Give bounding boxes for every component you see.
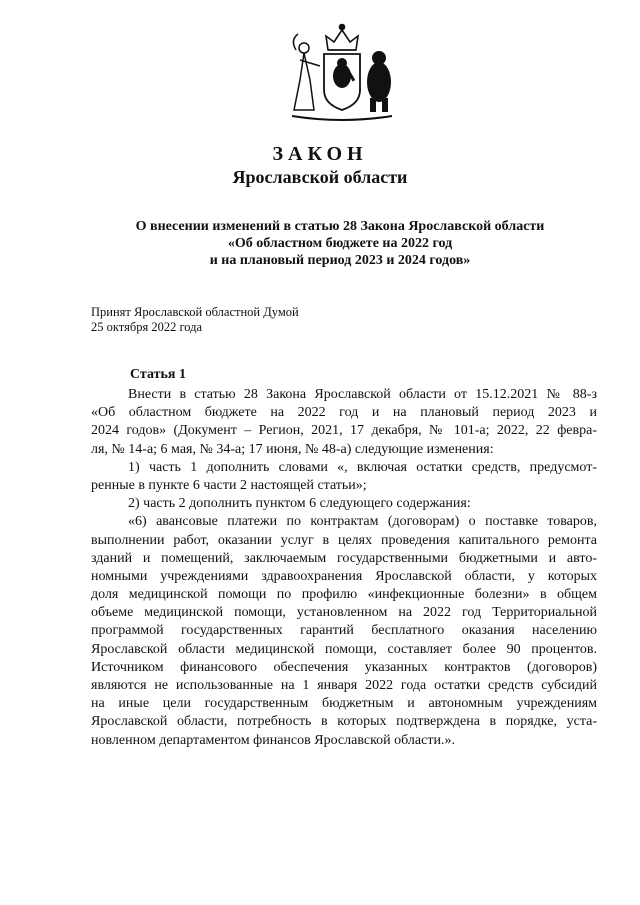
body-line: доля медицинской помощи по профилю «инфекционные болезни» в общем [91,587,597,603]
region-title: Ярославской области [232,167,408,187]
article-heading: Статья 1 [130,367,186,382]
body-line: «Об областном бюджете на 2022 год и на плановый период 2023 и [91,405,597,421]
body-line: на иные цели государственным бюджетным и автономным учреждениям [91,696,597,712]
body-line: зданий и помещений, заключаемым государственными бюджетными и авто- [91,550,597,566]
subtitle-line: и на плановый период 2023 и 2024 годов» [209,253,471,268]
body-line: новленном департаментом финансов Ярославской области.». [91,732,455,748]
body-line: 1) часть 1 дополнить словами «, включая остатки средств, предусмот- [128,459,597,475]
base-ribbon [292,116,392,120]
adoption-note [91,305,299,335]
body-line: «6) авансовые платежи по контрактам (договорам) о поставке товаров, [128,514,597,530]
adoption-date: 25 октября 2022 года [91,320,203,334]
body-line: 2024 годов» (Документ – Регион, 2021, 17 декабря, № 101-а; 2022, 22 февра- [91,423,597,439]
body-line: выполнении работ, оказании услуг в целях проведения капитального ремонта [91,532,597,548]
article-body [91,386,597,750]
subtitle-line: «Об областном бюджете на 2022 год [227,236,453,251]
crown-icon [326,25,358,51]
coat-of-arms-emblem [286,20,398,126]
body-line: Внести в статью 28 Закона Ярославской области от 15.12.2021 № 88-з [128,387,597,402]
law-title: ЗАКОН [272,143,368,165]
body-line: Ярославской области, потребность в которых подтверждена в порядке, уста- [91,714,597,730]
left-supporter-icon [293,34,320,110]
body-line: 2) часть 2 дополнить пунктом 6 следующего содержания: [128,496,471,512]
subtitle-line: О внесении изменений в статью 28 Закона Ярославской области [135,219,545,234]
body-line: программой государственных гарантий бесплатного оказания населению [91,623,597,639]
body-line: ля, № 14-а; 6 мая, № 34-а; 17 июня, № 48-а) следующие изменения: [91,441,494,457]
body-line: Ярославской области медицинской помощи, составляет более 90 процентов. [91,641,597,657]
right-supporter-icon [367,51,391,112]
law-subtitle [80,218,600,269]
body-line: ренные в пункте 6 части 2 настоящей статьи»; [91,477,367,493]
body-line: Источником финансового обеспечения указанных контрактов (договоров) [91,659,597,675]
body-line: номными учреждениями здравоохранения Ярославской области, у которых [91,568,597,584]
body-line: объеме медицинской помощи, установленном на 2022 год Территориальной [91,605,597,621]
body-line: являются не использованные на 1 января 2022 года остатки средств субсидий [91,678,597,693]
adoption-body: Принят Ярославской областной Думой [91,305,299,319]
